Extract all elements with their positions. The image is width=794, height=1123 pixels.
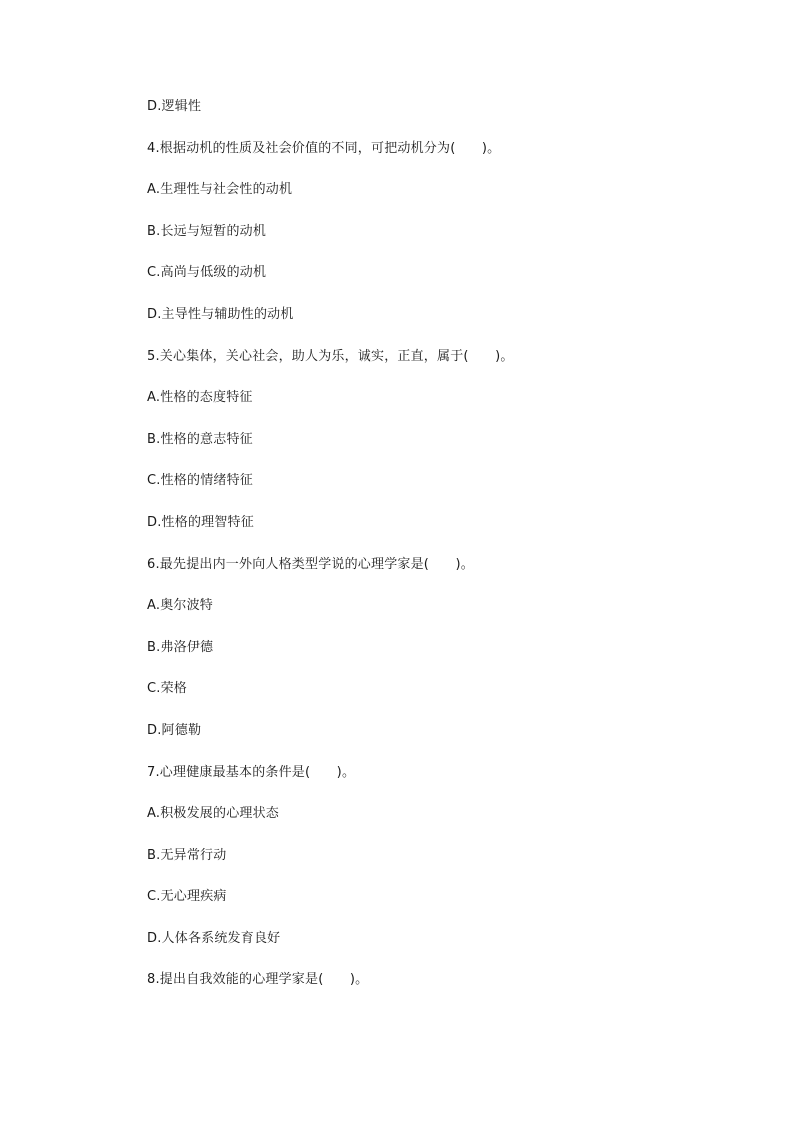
question-text-block: [147, 96, 707, 1011]
q6-option-d: D.阿德勒: [147, 722, 202, 738]
question-5: 5.关心集体，关心社会，助人为乐，诚实，正直，属于( )。: [147, 348, 514, 364]
q4-option-c: C.高尚与低级的动机: [147, 265, 267, 281]
q4-option-b: B.长远与短暂的动机: [147, 223, 267, 239]
question-7: 7.心理健康最基本的条件是( )。: [147, 764, 356, 780]
question-6: 6.最先提出内一外向人格类型学说的心理学家是( )。: [147, 556, 474, 572]
q6-option-b: B.弗洛伊德: [147, 639, 214, 655]
q4-option-a: A.生理性与社会性的动机: [147, 182, 293, 198]
q6-option-a: A.奥尔波特: [147, 598, 213, 614]
question-4: 4.根据动机的性质及社会价值的不同，可把动机分为( )。: [147, 140, 501, 156]
q4-option-d: D.主导性与辅助性的动机: [147, 306, 294, 322]
q7-option-b: B.无异常行动: [147, 847, 227, 863]
q6-option-c: C.荣格: [147, 681, 188, 697]
q5-option-d: D.性格的理智特征: [147, 514, 254, 530]
q5-option-c: C.性格的情绪特征: [147, 473, 254, 489]
q7-option-a: A.积极发展的心理状态: [147, 806, 279, 822]
question-8: 8.提出自我效能的心理学家是( )。: [147, 972, 369, 988]
q5-option-a: A.性格的态度特征: [147, 390, 253, 406]
option-d-logic: D.逻辑性: [147, 99, 202, 114]
q5-option-b: B.性格的意志特征: [147, 431, 253, 447]
q7-option-d: D.人体各系统发育良好: [147, 930, 281, 946]
q7-option-c: C.无心理疾病: [147, 889, 227, 905]
